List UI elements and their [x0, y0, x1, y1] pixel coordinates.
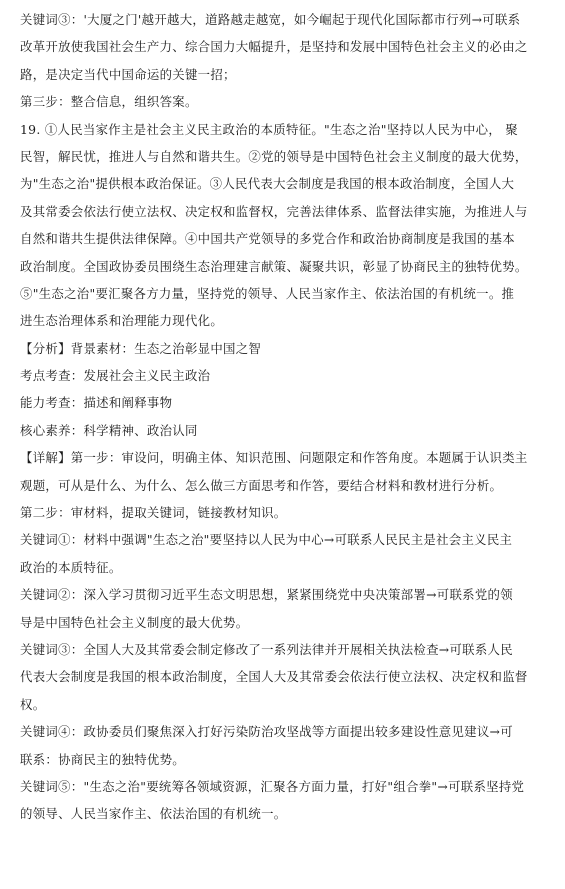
- text-line: 政治的本质特征。: [20, 559, 122, 575]
- text-line: 关键词③：'大厦之门'越开越大，道路越走越宽，如今崛起于现代化国际都市行列→可联系: [20, 12, 521, 27]
- text-line: 代表大会制度是我国的根本政治制度，全国人大及其常委会依法行使立法权、决定权和监督: [20, 669, 528, 685]
- detail-heading: 【详解】第一步：审设问，明确主体、知识范围、问题限定和作答角度。本题属于认识类主: [20, 450, 528, 466]
- text-line: 关键词①：材料中强调"生态之治"要坚持以人民为中心→可联系人民民主是社会主义民主: [20, 532, 513, 548]
- text-line: 的领导、人民当家作主、依法治国的有机统一。: [20, 806, 287, 822]
- text-line: 权。: [20, 696, 46, 712]
- text-line: 观题，可从是什么、为什么、怎么做三方面思考和作答，要结合材料和教材进行分析。: [20, 477, 503, 493]
- text-line: 民智，解民忧，推进人与自然和谐共生。②党的领导是中国特色社会主义制度的最大优势，: [20, 148, 528, 164]
- answer-19-line: 19. ①人民当家作主是社会主义民主政治的本质特征。"生态之治"坚持以人民为中心， 聚: [20, 121, 518, 137]
- text-line: 关键词②：深入学习贯彻习近平生态文明思想，紧紧围绕党中央决策部署→可联系党的领: [20, 587, 513, 603]
- text-line: 自然和谐共生提供法律保障。④中国共产党领导的多党合作和政治协商制度是我国的基本: [20, 231, 515, 247]
- text-line: 能力考查：描述和阐释事物: [20, 395, 173, 411]
- text-line: 关键词③：全国人大及其常委会制定修改了一系列法律并开展相关执法检查→可联系人民: [20, 641, 513, 657]
- text-line: 考点考查：发展社会主义民主政治: [20, 368, 211, 384]
- text-line: 进生态治理体系和治理能力现代化。: [20, 313, 224, 329]
- analysis-heading: 【分析】背景素材：生态之治彰显中国之智: [20, 340, 262, 356]
- text-line: 第三步：整合信息，组织答案。: [20, 94, 198, 110]
- text-line: 政治制度。全国政协委员围绕生态治理建言献策、凝聚共识，彰显了协商民主的独特优势。: [20, 258, 528, 274]
- text-line: 核心素养：科学精神、政治认同: [20, 422, 198, 438]
- text-line: 导是中国特色社会主义制度的最大优势。: [20, 614, 249, 630]
- text-line: 第二步：审材料，提取关键词，链接教材知识。: [20, 505, 287, 521]
- text-line: 及其常委会依法行使立法权、决定权和监督权，完善法律体系、监督法律实施，为推进人与: [20, 203, 528, 219]
- text-line: 关键词⑤："生态之治"要统筹各领域资源，汇聚各方面力量，打好"组合拳"→可联系坚持党: [20, 778, 525, 794]
- text-line: 关键词④：政协委员们聚焦深入打好污染防治攻坚战等方面提出较多建设性意见建议→可: [20, 724, 513, 740]
- document-page: [20, 6, 550, 828]
- text-line: ⑤"生态之治"要汇聚各方力量，坚持党的领导、人民当家作主、依法治国的有机统一。推: [20, 285, 515, 301]
- text-line: 联系：协商民主的独特优势。: [20, 751, 185, 767]
- text-line: 改革开放使我国社会生产力、综合国力大幅提升，是坚持和发展中国特色社会主义的必由之: [20, 39, 528, 55]
- text-line: 为"生态之治"提供根本政治保证。③人民代表大会制度是我国的根本政治制度，全国人大: [20, 176, 515, 192]
- text-line: 路，是决定当代中国命运的关键一招；: [20, 66, 236, 82]
